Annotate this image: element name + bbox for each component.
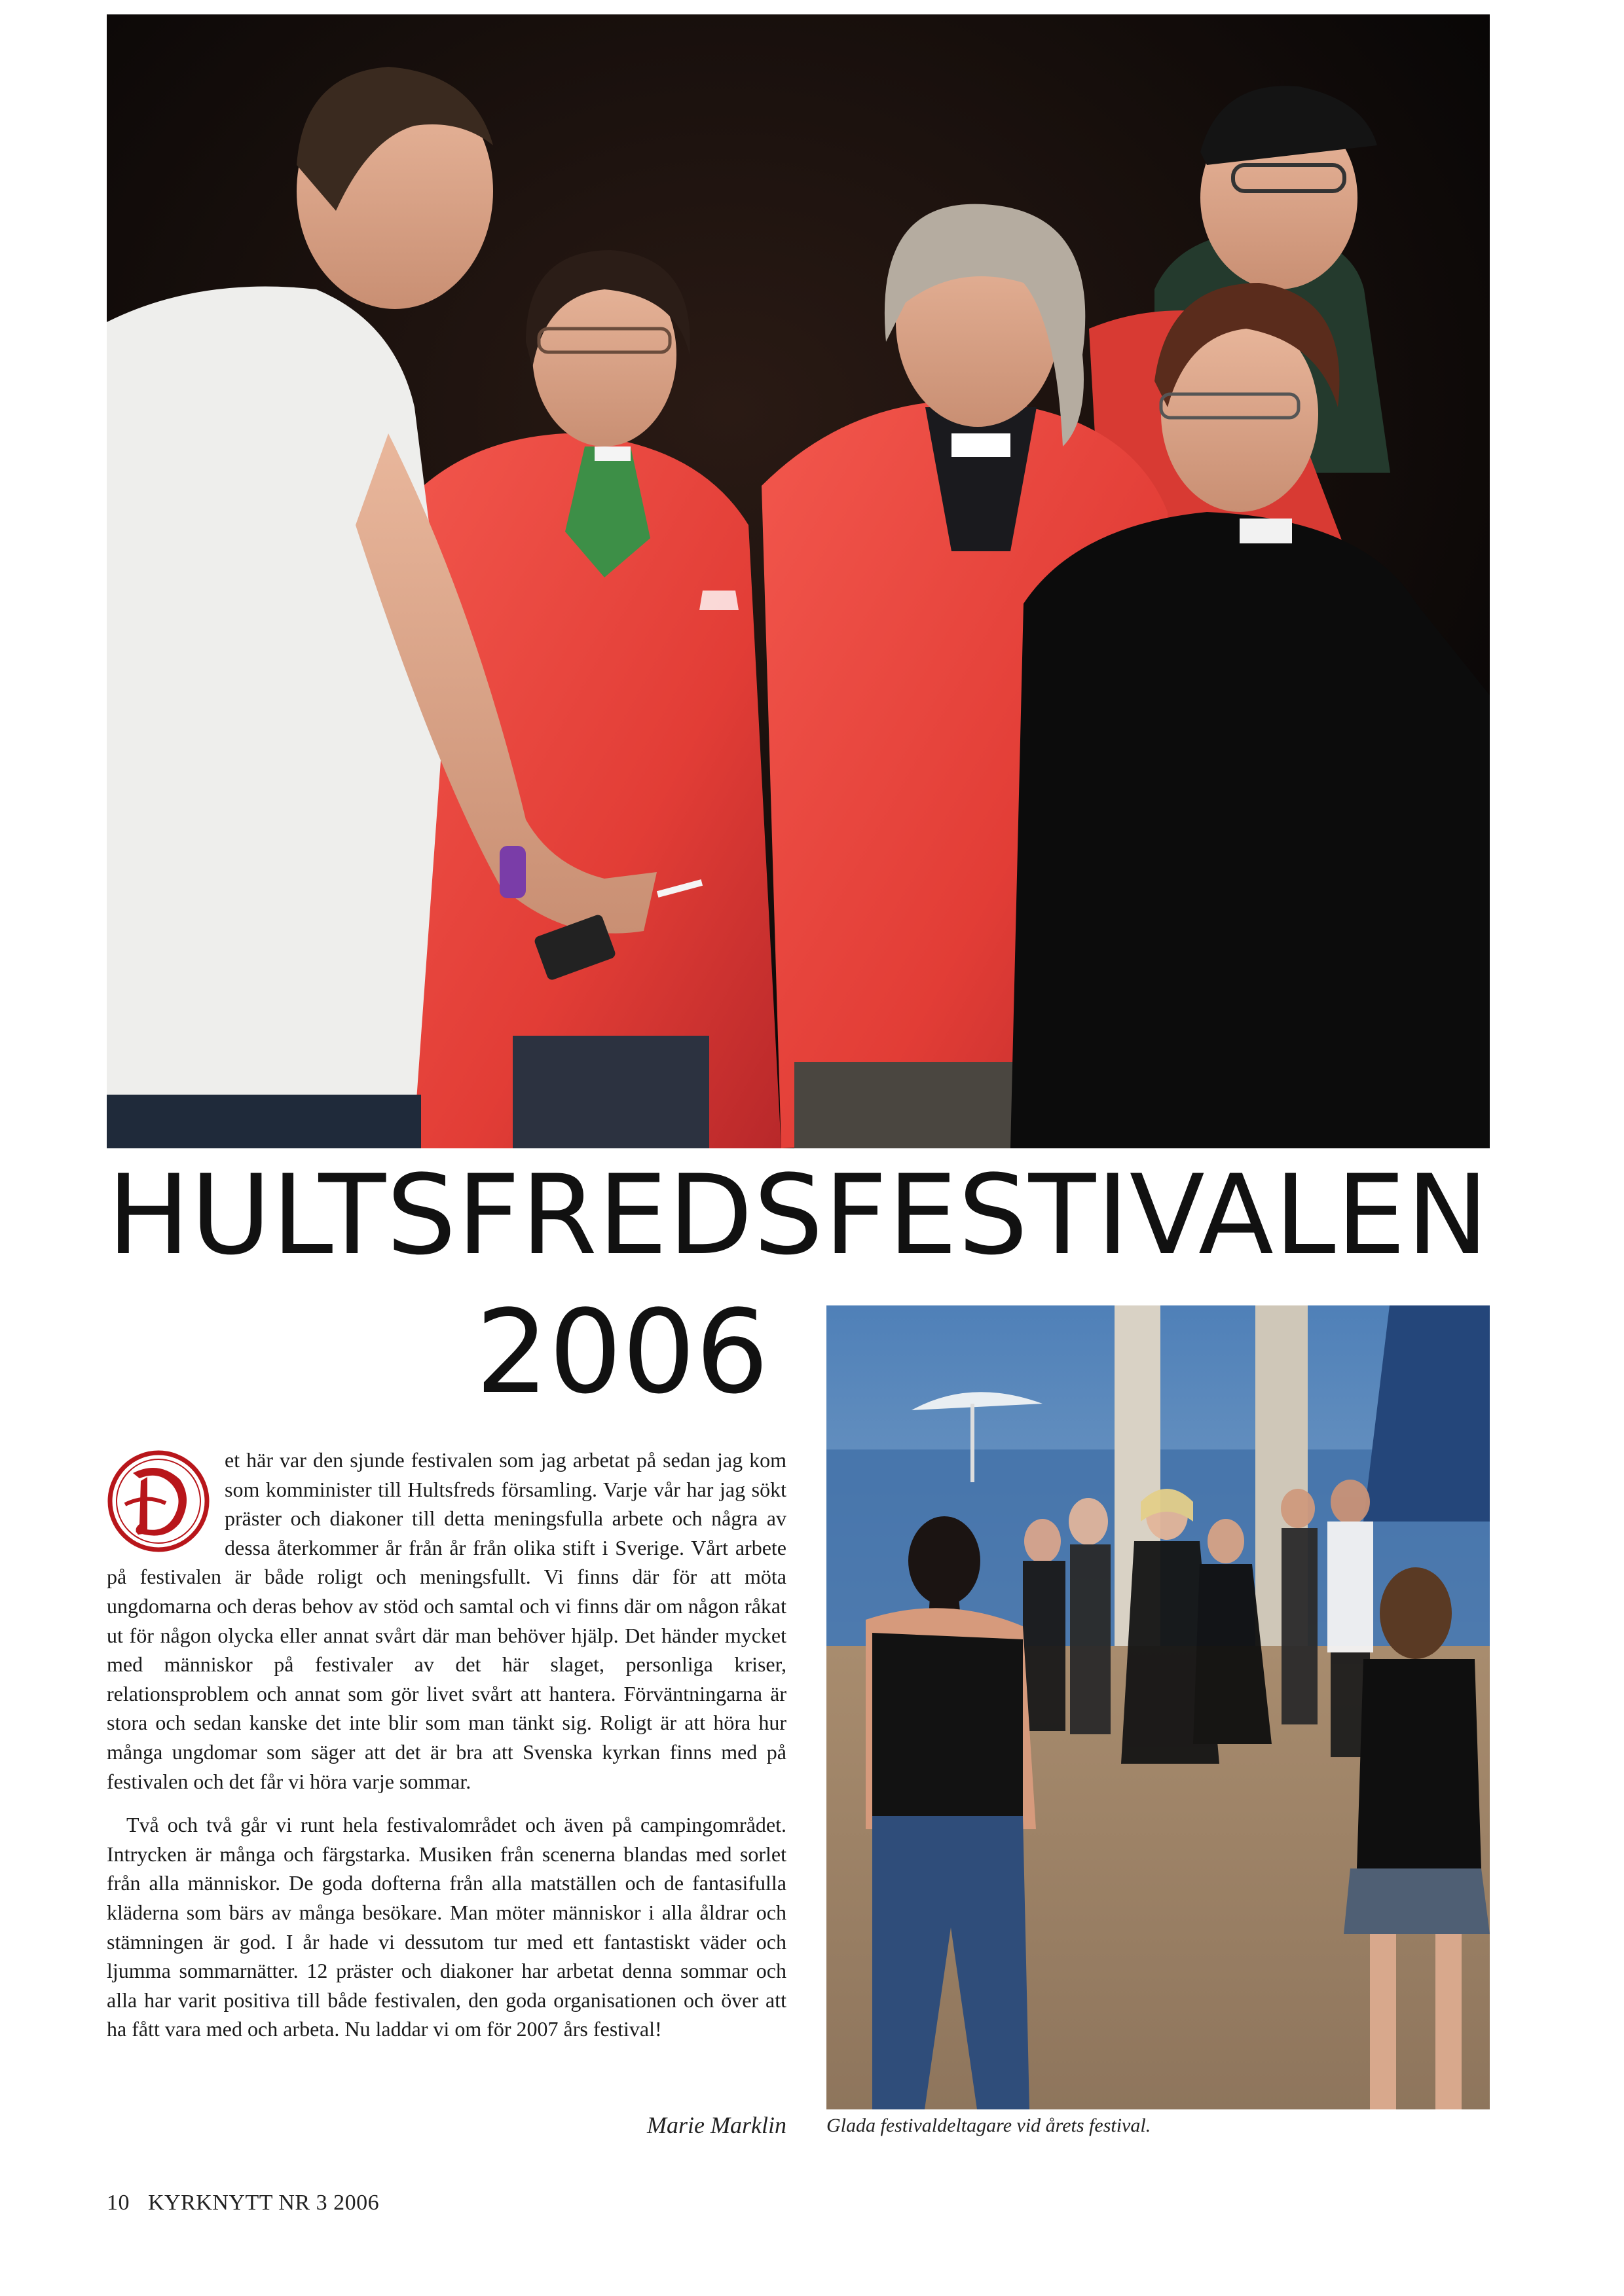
article-year: 2006: [475, 1285, 769, 1419]
article-headline: HULTSFREDSFESTIVALEN: [107, 1151, 1490, 1279]
page-footer: [107, 2191, 379, 2215]
article-byline: Marie Marklin: [647, 2112, 786, 2138]
dropcap-d-ornament: [107, 1447, 210, 1556]
article-body: [107, 1446, 786, 2044]
page-number: 10: [107, 2191, 130, 2215]
article-paragraph-2: Två och två går vi runt hela festivalområdet och även på campingområdet. Intrycken är många och färgstarka. Musiken från scenerna blandas med sorlet från alla människor. De goda dofterna från alla matställen och de fantasifulla kläderna som bärs av många besökare. Man möter människor i alla åldrar och stämningen är god. I år hade vi dessutom tur med ett fantastiskt väder och ljumma sommarnätter. 12 präster och diakoner har arbetat denna sommar och alla har varit positiva till både festivalen, den goda organisationen och över att ha fått vara med och arbeta. Nu laddar vi om för 2007 års festival!: [107, 1813, 786, 2041]
article-paragraph-1: et här var den sjunde festivalen som jag arbetat på sedan jag kom som komminister till Hultsfreds församling. Varje vår har jag sökt präster och diakoner till detta meningsfulla arbete och några av dessa återkommer år från år från olika stift i Sverige. Vårt arbete på festivalen är både roligt och meningsfullt. Vi finns där för att möta ungdomarna och deras behov av stöd och samtal och vi finns där om någon råkat ut för någon olycka eller annat svårt där man behöver hjälp. Det händer mycket med människor på festivaler av det här slaget, personliga kriser, relationsproblem och annat som gör livet svårt att hantera. Förväntningarna är stora och sedan kanske det inte blir som man tänkt sig. Roligt är att höra hur många ungdomar som säger att det är bra att Svenska kyrkan finns med på festivalen och det får vi höra varje sommar.: [107, 1448, 786, 1793]
top-photo-clergy: [107, 14, 1490, 1148]
publication-name: KYRKNYTT NR 3 2006: [148, 2191, 380, 2215]
festival-photo-caption: Glada festivaldeltagare vid årets festival.: [826, 2115, 1151, 2136]
festival-crowd-photo: [826, 1305, 1490, 2109]
